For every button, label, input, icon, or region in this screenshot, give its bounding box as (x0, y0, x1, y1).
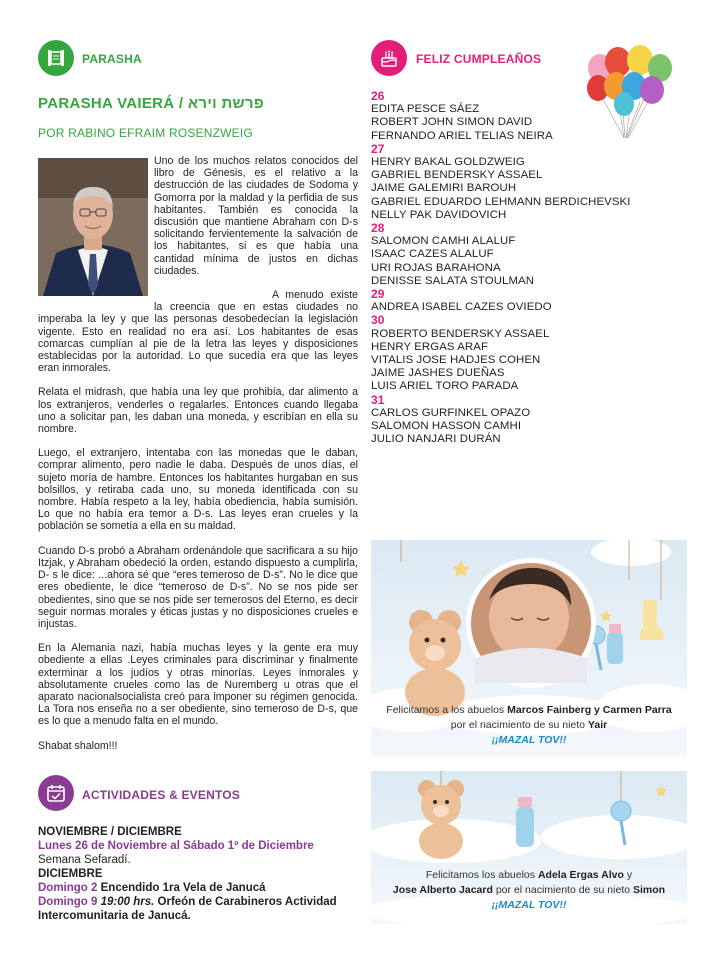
birthday-name: ROBERT JOHN SIMON DAVID (371, 116, 533, 129)
birthday-name: JULIO NANJARI DURÁN (371, 433, 501, 446)
activities-heading: NOVIEMBRE / DICIEMBRE (38, 826, 182, 838)
birthday-name: ROBERTO BENDERSKY ASSAEL (371, 327, 550, 340)
birthday-group (371, 90, 621, 143)
card2-message (371, 868, 687, 913)
article-paragraph: En la Alemania nazi, había muchas leyes y la gente era muy obediente a ellas .Leyes criminales para discriminar y finalmente exterminar a los judíos y otras minorías. Leyes inmorales y absolutamente crueles como las de Nuremberg u otras que el aparato nacionalsocialista creó para imponer su régimen genocida. La Tora nos enseña no a ser obediente, sino temeroso de D-s, que es lo que a menudo falta en el mundo. (38, 642, 358, 728)
birthday-group (371, 288, 621, 314)
birthday-group (371, 141, 631, 222)
article-paragraph: Luego, el extranjero, intentaba con las monedas que le daban, comprar alimento, pero nadie le daba. Después de unos días, el sujeto moría de hambre. Entonces los habitantes hurgaban en sus bolsillos, y retiraba cada uno, su moneda identificada con su nombre. Había respeto a la ley, había obediencia, había sumisión. Lo que no había era temor a D-s. Las leyes eran crueles y la población se sometía a ella en su maldad. (38, 447, 358, 533)
article-paragraph: Uno de los muchos relatos conocidos del libro de Génesis, es el relativo a la destrucción de las ciudades de Sodoma y Gomorra por la maldad y la perfidia de sus habitantes. También es conocida la discusión que mantiene Abraham con D-s solicitando fervientemente la salvación de los habitantes, si es que había una cantidad mínima de justos en dichas ciudades. (154, 155, 358, 277)
birthday-group (371, 314, 621, 393)
birthday-day: 31 (371, 392, 385, 407)
article-paragraph: Relata el midrash, que había una ley que prohibía, dar alimento a los extranjeros, venderles o regalarles. Entonces cuando llegaba uno a solicitar pan, les daban una moneda, y escribían en ella su nombre. (38, 386, 358, 436)
birthday-name: JAIME JASHES DUEÑAS (371, 367, 505, 380)
card2-grandparent: Adela Ergas Alvo (537, 869, 624, 881)
activity-time: 19:00 hrs. (100, 896, 155, 908)
birthday-name: HENRY ERGAS ARAF (371, 340, 489, 353)
birth-announcement-card (371, 540, 687, 757)
torah-scroll-icon (45, 47, 67, 69)
activity-text: Encendido 1ra Vela de Janucá (100, 882, 266, 894)
birthday-name: LUIS ARIEL TORO PARADA (371, 380, 519, 393)
activity-item (38, 895, 368, 909)
card2-line1 (371, 868, 687, 883)
birthday-name: ANDREA ISABEL CAZES OVIEDO (371, 301, 552, 314)
activity-date: Lunes 26 de Noviembre al Sábado 1º de Diciembre (38, 840, 314, 852)
birthday-name: GABRIEL EDUARDO LEHMANN BERDICHEVSKI (371, 195, 631, 208)
activity-item (38, 881, 368, 895)
card1-mazal-tov: ¡¡MAZAL TOV!! (491, 734, 567, 746)
birthday-day: 28 (371, 221, 385, 236)
parasha-section-icon (38, 40, 74, 76)
activity-text: Orfeón de Carabineros Actividad (157, 896, 337, 908)
card1-text: Felicitamos a los abuelos (386, 704, 505, 716)
activities-section-icon (38, 775, 74, 811)
card2-grandchild: Simon (633, 884, 666, 896)
birthday-section-label: FELIZ CUMPLEAÑOS (416, 52, 542, 66)
article-paragraph: Cuando D-s probó a Abraham ordenándole que sacrificara a su hijo Itzjak, y Abraham obedeció la orden, estando dispuesto a cumplirla, D- s le dice: ...ahora sé que “eres temeroso de D-s”. No le dice que eres obediente, le dice “temeroso de D-s”. No se nos pide ser obedientes, sino que se nos pide ser temerosos del Eterno, es decir seguir normas morales y éticas justas y no disposiciones crueles e injustas. (38, 544, 358, 630)
card1-grandchild: Yair (587, 719, 608, 731)
birthday-name: SALOMON HASSON CAMHI (371, 420, 522, 433)
birthday-day: 27 (371, 141, 385, 156)
birth-announcement-card (371, 771, 687, 924)
card2-text: y (626, 869, 633, 881)
parasha-section-label: PARASHA (82, 52, 142, 66)
card1-grandparents: Marcos Fainberg y Carmen Parra (507, 704, 672, 716)
birthday-day: 26 (371, 89, 385, 103)
card1-line1 (371, 703, 687, 718)
birthday-name: GABRIEL BENDERSKY ASSAEL (371, 169, 543, 182)
activities-section-label: ACTIVIDADES & EVENTOS (82, 788, 241, 802)
article-signoff: Shabat shalom!!! (38, 739, 118, 752)
birthday-name: NELLY PAK DAVIDOVICH (371, 208, 507, 221)
birthday-name: HENRY BAKAL GOLDZWEIG (371, 156, 525, 169)
article-paragraph: A menudo existe la creencia que en estas ciudades no imperaba la ley y que las personas desobedecían la legislación vigente. Esto en realidad no era así. Los habitantes de esas comarcas cumplían al pie de la letra las leyes y disposiciones establecidas por la autoridad. Lo que sucedía era que las leyes eran inmorales. (38, 289, 358, 375)
birthday-name: URI ROJAS BARAHONA (371, 261, 501, 274)
birthday-name: CARLOS GURFINKEL OPAZO (371, 406, 531, 419)
card1-message (371, 703, 687, 748)
activity-date: Domingo 2 (38, 882, 98, 894)
birthday-group (371, 394, 621, 447)
article-author: POR RABINO EFRAIM ROSENZWEIG (38, 126, 253, 140)
birthday-day: 29 (371, 287, 385, 302)
birthday-name: JAIME GALEMIRI BAROUH (371, 182, 517, 195)
birthday-day: 30 (371, 313, 385, 328)
card2-grandparent: Jose Alberto Jacard (392, 884, 493, 896)
birthday-name: EDITA PESCE SÁEZ (371, 103, 480, 116)
card2-line2 (371, 883, 687, 898)
card2-text: por el nacimiento de su nieto (495, 884, 631, 896)
birthday-list (371, 89, 631, 446)
birthday-name: ISAAC CAZES ALALUF (371, 248, 494, 261)
card1-line2 (371, 718, 687, 733)
birthday-name: SALOMON CAMHI ALALUF (371, 235, 516, 248)
birthday-name: VITALIS JOSE HADJES COHEN (371, 354, 541, 367)
card2-text: Felicitamos los abuelos (425, 869, 536, 881)
birthday-section-icon (371, 40, 407, 76)
activity-text: Semana Sefaradí. (38, 854, 131, 866)
birthday-group (371, 222, 621, 288)
article-title: PARASHA VAIERÁ / פרשת וירא (38, 95, 264, 112)
card2-mazal-tov: ¡¡MAZAL TOV!! (491, 899, 567, 911)
birthday-name: FERNANDO ARIEL TELIAS NEIRA (371, 129, 553, 142)
activities-heading: DICIEMBRE (38, 868, 103, 880)
article-body (38, 155, 358, 764)
birthday-name: DENISSE SALATA STOULMAN (371, 274, 535, 287)
activity-date: Domingo 9 (38, 896, 98, 908)
cake-icon (378, 47, 400, 69)
calendar-icon (46, 783, 66, 803)
activities-list (38, 825, 368, 923)
activity-text: Intercomunitaria de Janucá. (38, 910, 191, 922)
card1-text: por el nacimiento de su nieto (450, 719, 586, 731)
